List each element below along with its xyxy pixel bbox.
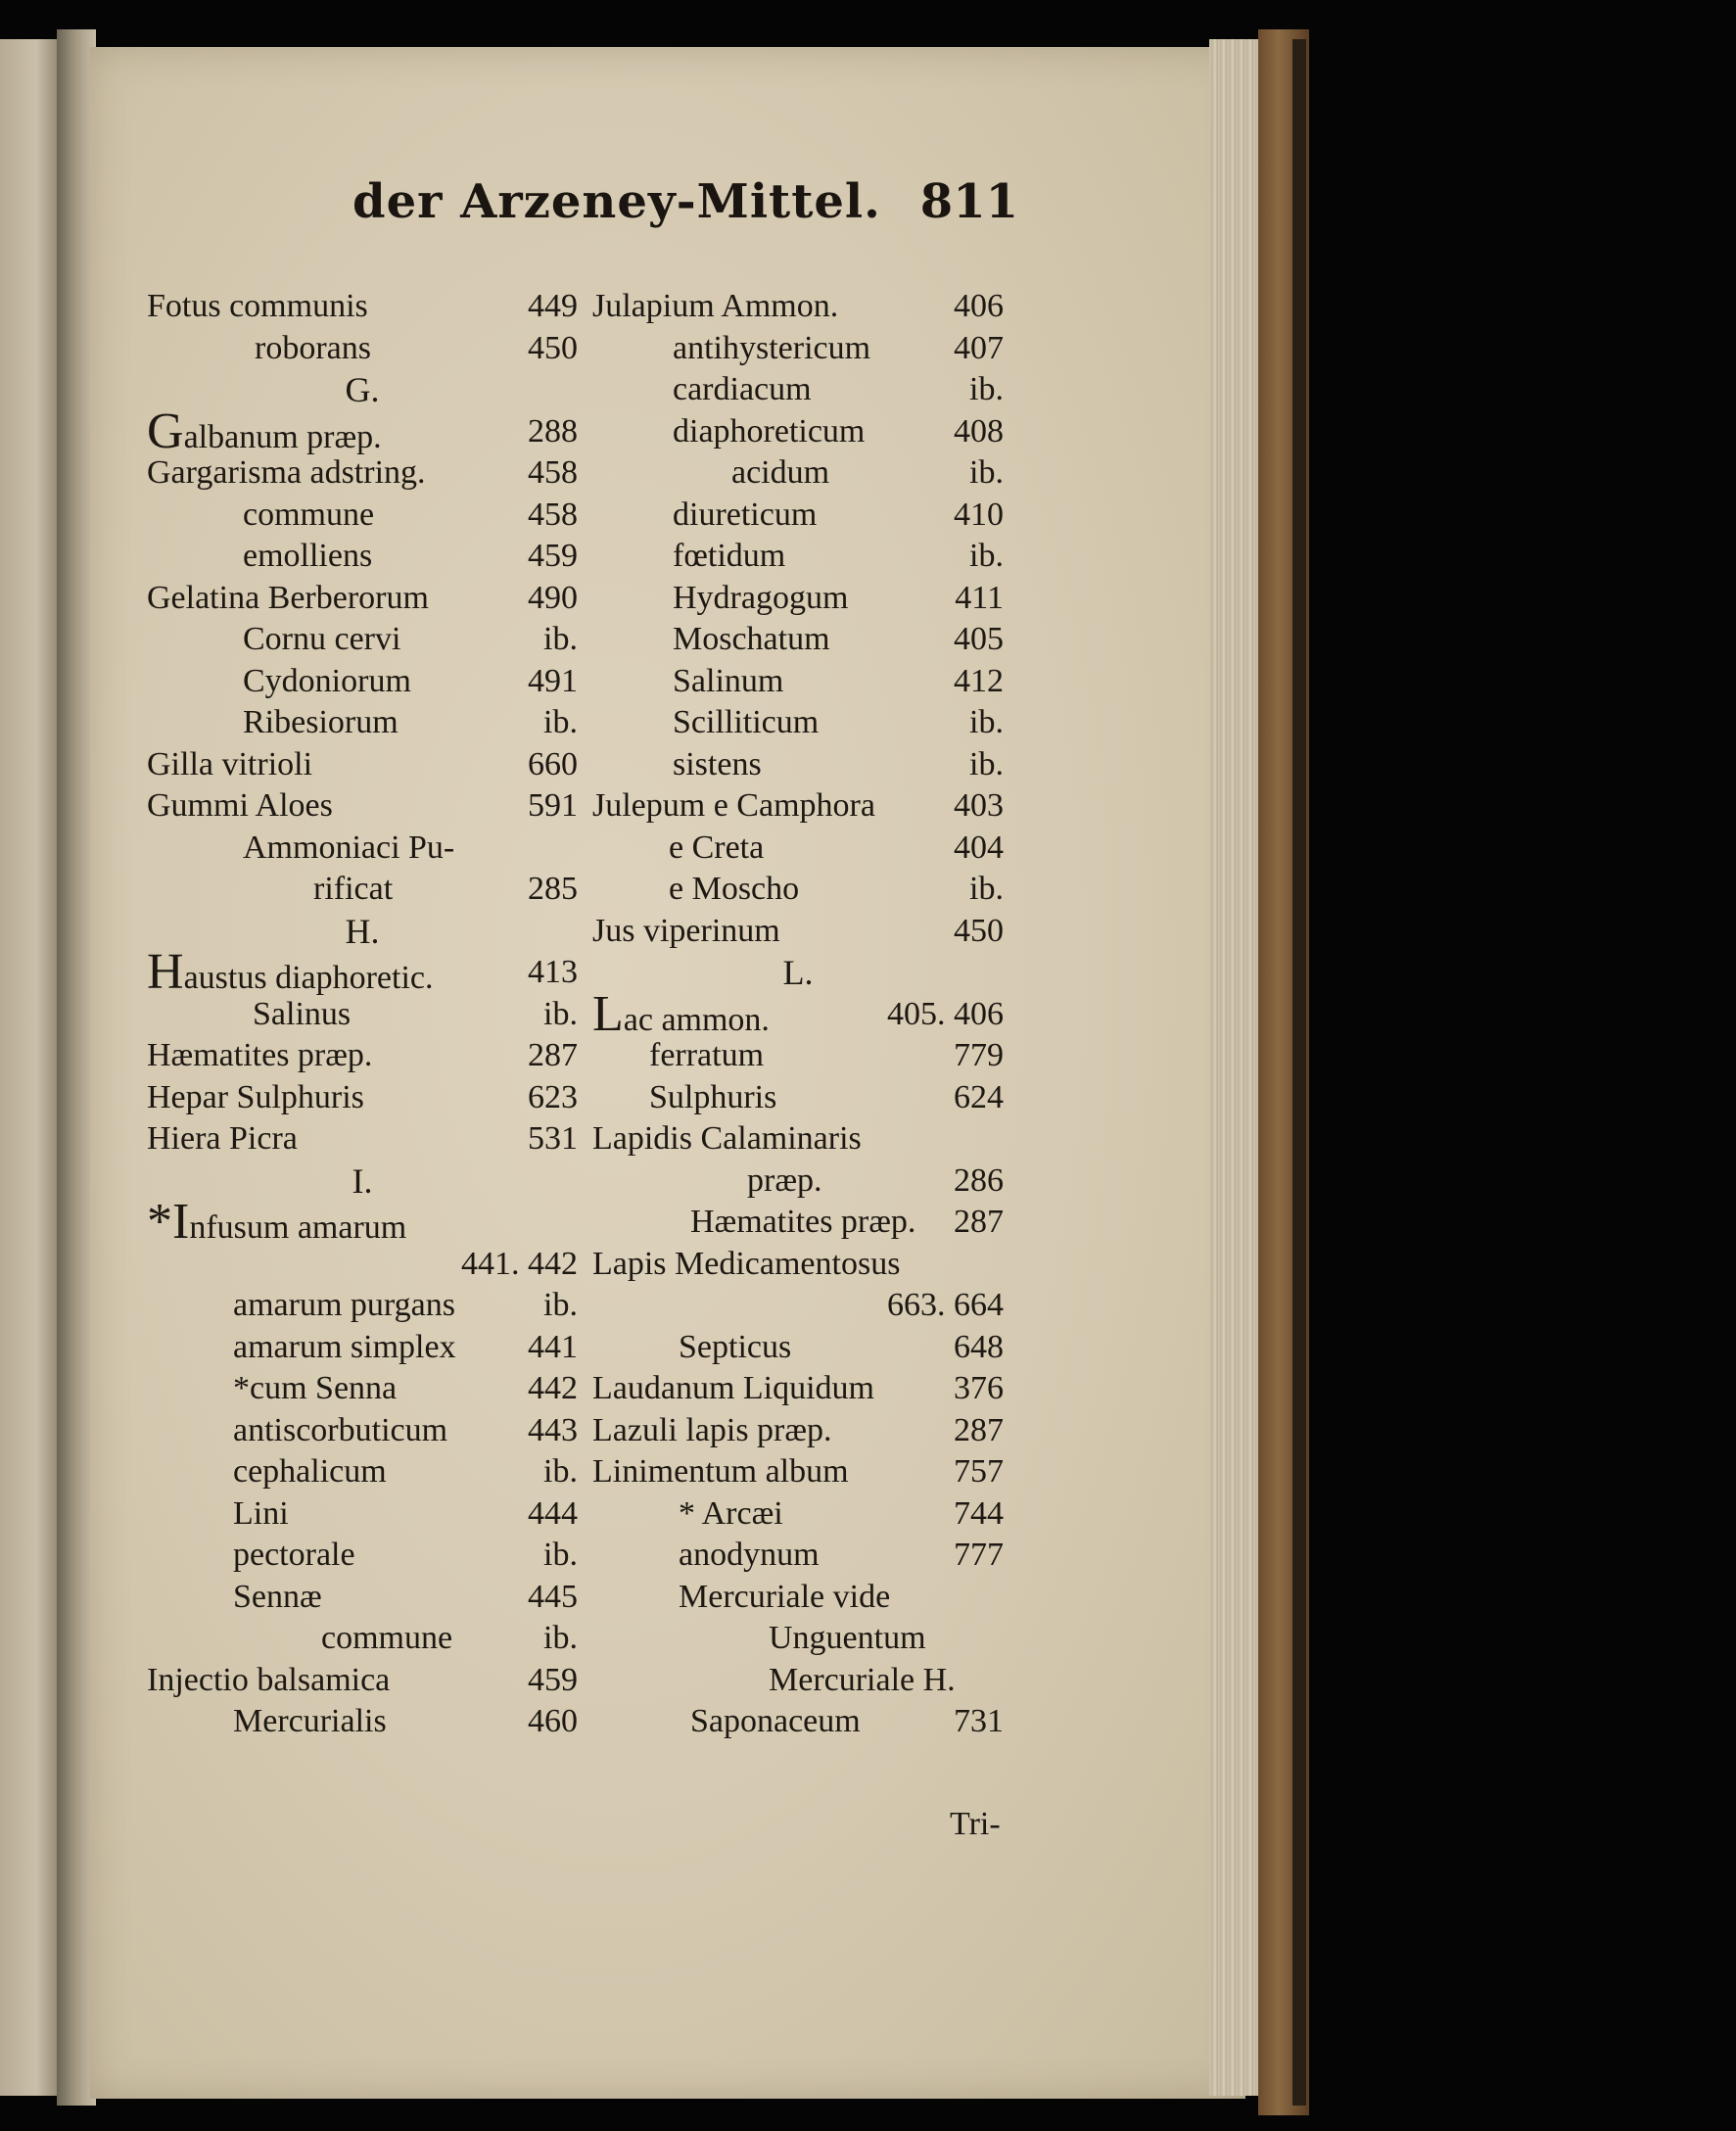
entry-page-ref: 777 [954,1537,1004,1573]
index-entry [592,1077,1004,1119]
index-entry [147,1118,578,1160]
entry-page-ref: 413 [528,954,578,990]
entry-page-ref: 779 [954,1037,1004,1073]
entry-term: Laudanum Liquidum [592,1370,875,1406]
entry-term: Lapis Medicamentosus [592,1245,901,1282]
index-entry [592,286,1004,328]
entry-term: Mercurialis [233,1703,387,1739]
entry-term: Lapidis Calaminaris [592,1120,862,1157]
entry-page-ref: 459 [528,538,578,574]
index-entry [592,1202,1004,1244]
index-entry [147,328,578,370]
index-entry [592,1368,1004,1410]
entry-term: *Infusum amarum [147,1194,407,1250]
entry-page-ref: 450 [954,912,1004,949]
index-entry [592,661,1004,703]
section-letter-label: I. [352,1160,373,1201]
entry-term: e Moscho [669,871,800,907]
entry-term: sistens [673,745,762,782]
index-entry [592,1618,1004,1660]
entry-page-ref: 287 [954,1411,1004,1448]
index-entry [147,1077,578,1119]
index-entry [147,1244,578,1286]
entry-term: * Arcæi [679,1494,783,1532]
page-number: 811 [919,174,1018,229]
entry-term: Septicus [679,1328,792,1365]
section-letter-label: H. [345,911,380,951]
index-entry [147,785,578,828]
index-entry [147,1493,578,1536]
index-entry [147,403,578,459]
index-entry [592,1327,1004,1369]
entry-term: acidum [731,454,830,491]
index-entry [147,1660,578,1702]
index-entry [592,985,1004,1042]
index-entry [592,1035,1004,1077]
entry-page-ref: 287 [954,1204,1004,1240]
entry-term: Cornu cervi [243,621,401,657]
index-entry [147,1285,578,1327]
entry-term: cardiacum [673,371,812,407]
index-entry [592,1118,1004,1160]
entry-page-ref: 648 [954,1328,1004,1365]
index-entry [147,744,578,786]
index-column-left [147,286,578,1743]
entry-page-ref: 406 [954,288,1004,324]
entry-page-ref: 757 [954,1453,1004,1490]
section-letter [592,952,1004,994]
entry-page-ref: 405. 406 [887,995,1004,1032]
page-header [352,174,1018,253]
index-entry [147,1327,578,1369]
entry-term: Gilla vitrioli [147,745,313,782]
entry-page-ref: 459 [528,1661,578,1698]
entry-page-ref: 285 [528,871,578,907]
entry-page-ref: 591 [528,787,578,824]
entry-term: antihystericum [673,329,871,366]
entry-term: præp. [747,1161,822,1199]
entry-term: amarum simplex [233,1328,456,1365]
index-entry [592,869,1004,911]
index-entry [147,1535,578,1577]
entry-term: cephalicum [233,1453,387,1490]
entry-page-ref: ib. [543,621,578,657]
entry-term: Ammoniaci Pu- [243,829,455,866]
entry-page-ref: ib. [969,371,1004,407]
entry-term: Hæmatites præp. [147,1037,373,1073]
entry-page-ref: 441 [528,1328,578,1365]
index-entry [147,619,578,661]
index-entry [592,1285,1004,1327]
index-entry [592,1577,1004,1619]
index-entry [592,1535,1004,1577]
entry-page-ref: ib. [969,745,1004,782]
index-entry [147,1577,578,1619]
entry-term: Gargarisma adstring. [147,454,426,491]
entry-page-ref: 663. 664 [887,1287,1004,1323]
entry-page-ref: 403 [954,787,1004,824]
entry-term: Hiera Picra [147,1120,298,1157]
entry-term: emolliens [243,538,373,574]
entry-page-ref: ib. [543,1537,578,1573]
entry-page-ref: 286 [954,1161,1004,1199]
index-entry [592,702,1004,744]
entry-page-ref: 731 [954,1703,1004,1739]
index-entry [592,536,1004,578]
index-entry [592,411,1004,453]
entry-term: Galbanum præp. [147,403,382,459]
entry-term: Mercuriale vide [679,1578,891,1615]
entry-page-ref: 449 [528,288,578,324]
index-entry [147,994,578,1036]
entry-term: antiscorbuticum [233,1411,448,1448]
entry-term: anodynum [679,1537,820,1573]
entry-term: Salinum [673,662,784,699]
entry-term: Jus viperinum [592,912,780,949]
entry-term: Lazuli lapis præp. [592,1411,832,1448]
entry-term: Julepum e Camphora [592,787,875,824]
section-letter [147,369,578,411]
entry-term: Haustus diaphoretic. [147,944,434,1000]
index-entry [147,1701,578,1743]
entry-page-ref: 408 [954,412,1004,450]
entry-page-ref: ib. [969,871,1004,907]
entry-page-ref: ib. [543,1620,578,1656]
index-entry [592,369,1004,411]
entry-term: ferratum [649,1037,765,1073]
entry-term: Fotus communis [147,288,368,324]
section-letter-label: G. [345,370,380,409]
entry-page-ref: 404 [954,829,1004,866]
entry-page-ref: 460 [528,1703,578,1739]
entry-page-ref: ib. [543,1453,578,1490]
entry-page-ref: 744 [954,1494,1004,1532]
section-letter [147,911,578,953]
entry-term: diureticum [673,496,818,533]
index-entry [147,1194,578,1250]
entry-page-ref: ib. [969,454,1004,491]
entry-page-ref: 411 [955,579,1004,616]
entry-term: Moschatum [673,621,830,657]
entry-page-ref: ib. [969,538,1004,574]
entry-term: Lini [233,1494,289,1532]
entry-term: diaphoreticum [673,412,866,450]
entry-page-ref: 458 [528,454,578,491]
entry-page-ref: 660 [528,745,578,782]
index-entry [592,1160,1004,1203]
index-entry [592,744,1004,786]
entry-page-ref: ib. [543,704,578,740]
index-column-right [592,286,1004,1743]
entry-page-ref: 376 [954,1370,1004,1406]
entry-term: Ribesiorum [243,704,399,740]
entry-page-ref: 624 [954,1078,1004,1115]
entry-term: Hepar Sulphuris [147,1078,364,1115]
index-entry [592,1244,1004,1286]
index-entry [592,1493,1004,1536]
entry-page-ref: 288 [528,412,578,450]
index-entry [592,1410,1004,1452]
entry-page-ref: 443 [528,1411,578,1448]
index-entry [592,828,1004,870]
entry-page-ref: 412 [954,662,1004,699]
entry-term: Injectio balsamica [147,1661,391,1698]
entry-page-ref: 490 [528,579,578,616]
entry-term: Hæmatites præp. [690,1204,916,1240]
entry-page-ref: 405 [954,621,1004,657]
index-entry [147,1035,578,1077]
index-entry [592,495,1004,537]
index-entry [592,1701,1004,1743]
section-letter [147,1160,578,1203]
entry-page-ref: 623 [528,1078,578,1115]
index-entry [592,578,1004,620]
entry-term: Sulphuris [649,1078,777,1115]
entry-term: Julapium Ammon. [592,288,839,324]
index-entry [147,1410,578,1452]
entry-page-ref: 287 [528,1037,578,1073]
index-entry [147,286,578,328]
index-entry [147,536,578,578]
entry-term: Scilliticum [673,704,820,740]
entry-term: *cum Senna [233,1370,398,1406]
index-entry [592,1660,1004,1702]
section-letter-label: L. [782,953,814,992]
entry-term: Lac ammon. [592,985,770,1042]
index-entry [147,828,578,870]
entry-page-ref: 407 [954,329,1004,366]
entry-term: Sennæ [233,1578,322,1615]
entry-term: Saponaceum [690,1703,861,1739]
index-entry [147,661,578,703]
entry-term: e Creta [669,829,765,866]
index-entry [592,619,1004,661]
entry-term: Unguentum [769,1620,926,1656]
entry-term: Linimentum album [592,1453,849,1490]
index-entry [147,1368,578,1410]
entry-page-ref: 444 [528,1494,578,1532]
index-entry [147,1451,578,1493]
index-entry [147,578,578,620]
entry-page-ref: 458 [528,496,578,533]
cover-edge [1292,39,1306,2106]
entry-page-ref: 410 [954,496,1004,533]
index-entry [147,702,578,744]
entry-page-ref: 441. 442 [461,1245,578,1282]
index-entry [147,495,578,537]
index-entry [592,452,1004,495]
index-entry [147,869,578,911]
index-entry [592,911,1004,953]
entry-term: roborans [255,329,371,366]
index-entry [147,452,578,495]
entry-term: Salinus [253,995,352,1032]
entry-page-ref: ib. [543,1287,578,1323]
entry-term: commune [321,1620,453,1656]
running-title: der Arzeney-Mittel. [352,174,881,229]
entry-page-ref: 531 [528,1120,578,1157]
index-entry [147,944,578,1000]
catchword: Tri- [950,1806,1001,1842]
index-entry [592,785,1004,828]
entry-term: fœtidum [673,538,786,574]
entry-term: commune [243,496,375,533]
entry-term: amarum purgans [233,1287,455,1323]
entry-page-ref: 450 [528,329,578,366]
entry-term: Cydoniorum [243,662,411,699]
entry-term: Hydragogum [673,579,849,616]
entry-term: Mercuriale H. [769,1661,956,1698]
entry-page-ref: 491 [528,662,578,699]
index-entry [592,328,1004,370]
index-entry [592,1451,1004,1493]
entry-page-ref: ib. [543,995,578,1032]
entry-term: Gelatina Berberorum [147,579,429,616]
entry-page-ref: ib. [969,704,1004,740]
entry-term: rificat [313,871,394,907]
facing-page-edge [0,39,61,2096]
entry-page-ref: 442 [528,1370,578,1406]
index-entry [147,1618,578,1660]
entry-term: pectorale [233,1537,355,1573]
entry-term: Gummi Aloes [147,787,333,824]
entry-page-ref: 445 [528,1578,578,1615]
